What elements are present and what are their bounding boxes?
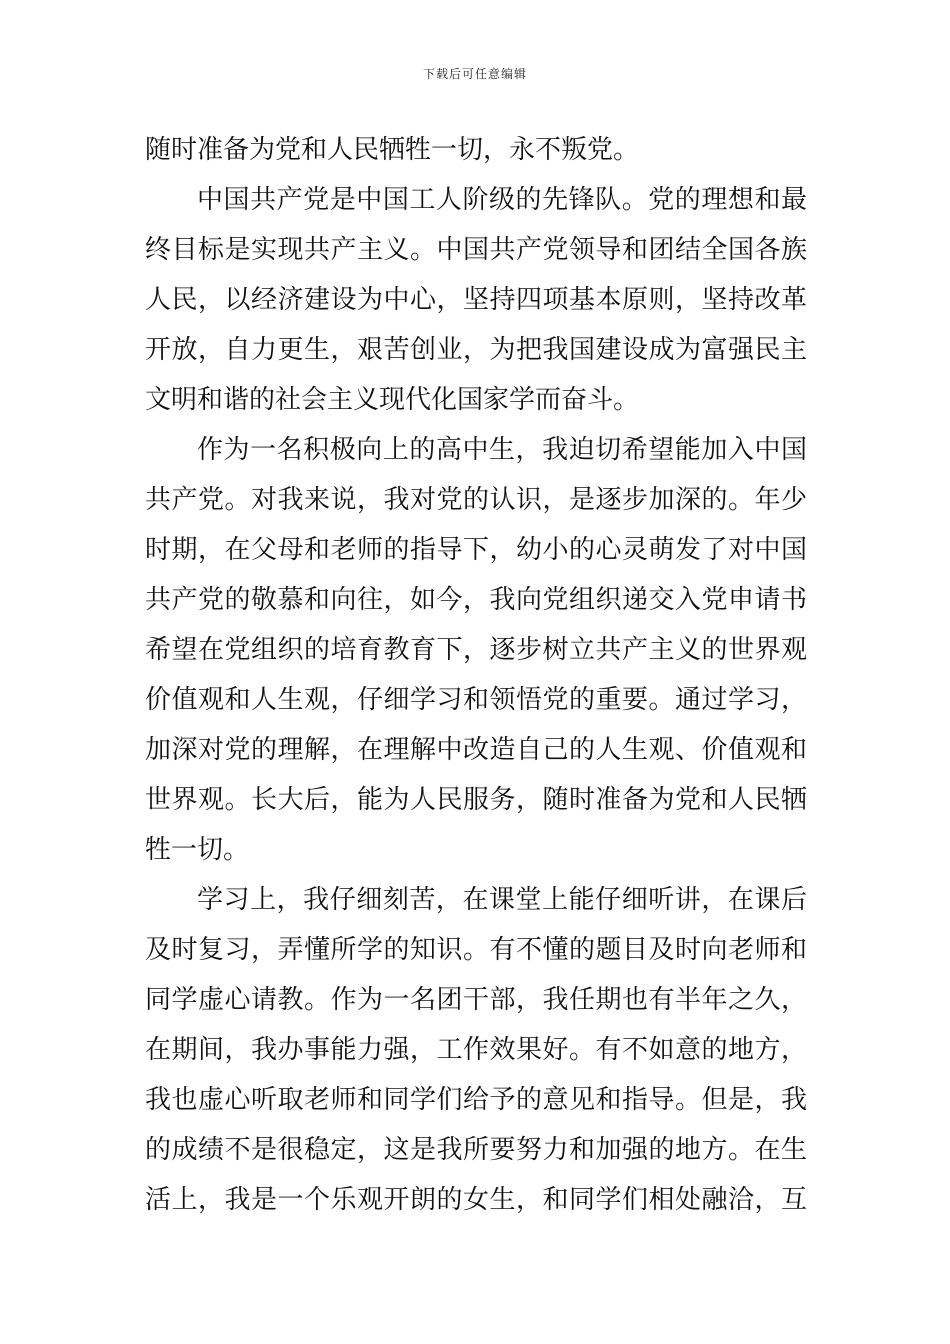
text-line: 随时准备为党和人民牺牲一切，永不叛党。 — [145, 135, 640, 165]
text-line: 终目标是实现共产主义。中国共产党领导和团结全国各族 — [145, 235, 807, 265]
text-line: 在期间，我办事能力强，工作效果好。有不如意的地方， — [145, 1035, 807, 1065]
text-line: 价值观和人生观，仔细学习和领悟党的重要。通过学习， — [145, 685, 807, 715]
text-line: 牲一切。 — [145, 835, 250, 865]
text-line: 时期，在父母和老师的指导下，幼小的心灵萌发了对中国 — [145, 535, 807, 565]
text-line: 文明和谐的社会主义现代化国家学而奋斗。 — [145, 385, 640, 415]
text-line: 同学虚心请教。作为一名团干部，我任期也有半年之久， — [145, 985, 807, 1015]
text-line: 加深对党的理解，在理解中改造自己的人生观、价值观和 — [145, 735, 807, 765]
text-line: 学习上，我仔细刻苦，在课堂上能仔细听讲，在课后 — [197, 885, 807, 915]
text-line: 作为一名积极向上的高中生，我迫切希望能加入中国 — [197, 435, 807, 465]
text-line: 开放，自力更生，艰苦创业，为把我国建设成为富强民主 — [145, 335, 807, 365]
header-note: 下载后可任意编辑 — [422, 67, 527, 81]
text-line: 活上，我是一个乐观开朗的女生，和同学们相处融洽，互 — [145, 1185, 807, 1215]
text-line: 的成绩不是很稳定，这是我所要努力和加强的地方。在生 — [145, 1135, 807, 1165]
text-line: 及时复习，弄懂所学的知识。有不懂的题目及时向老师和 — [145, 935, 807, 965]
text-line: 共产党的敬慕和向往，如今，我向党组织递交入党申请书 — [145, 585, 807, 615]
text-line: 希望在党组织的培育教育下，逐步树立共产主义的世界观 — [145, 635, 807, 665]
text-line: 共产党。对我来说，我对党的认识，是逐步加深的。年少 — [145, 485, 807, 515]
text-line: 世界观。长大后，能为人民服务，随时准备为党和人民牺 — [145, 785, 807, 815]
text-line: 中国共产党是中国工人阶级的先锋队。党的理想和最 — [197, 185, 807, 215]
text-line: 我也虚心听取老师和同学们给予的意见和指导。但是，我 — [145, 1085, 807, 1115]
text-line: 人民，以经济建设为中心，坚持四项基本原则，坚持改革 — [145, 285, 807, 315]
body-text — [145, 125, 807, 1225]
